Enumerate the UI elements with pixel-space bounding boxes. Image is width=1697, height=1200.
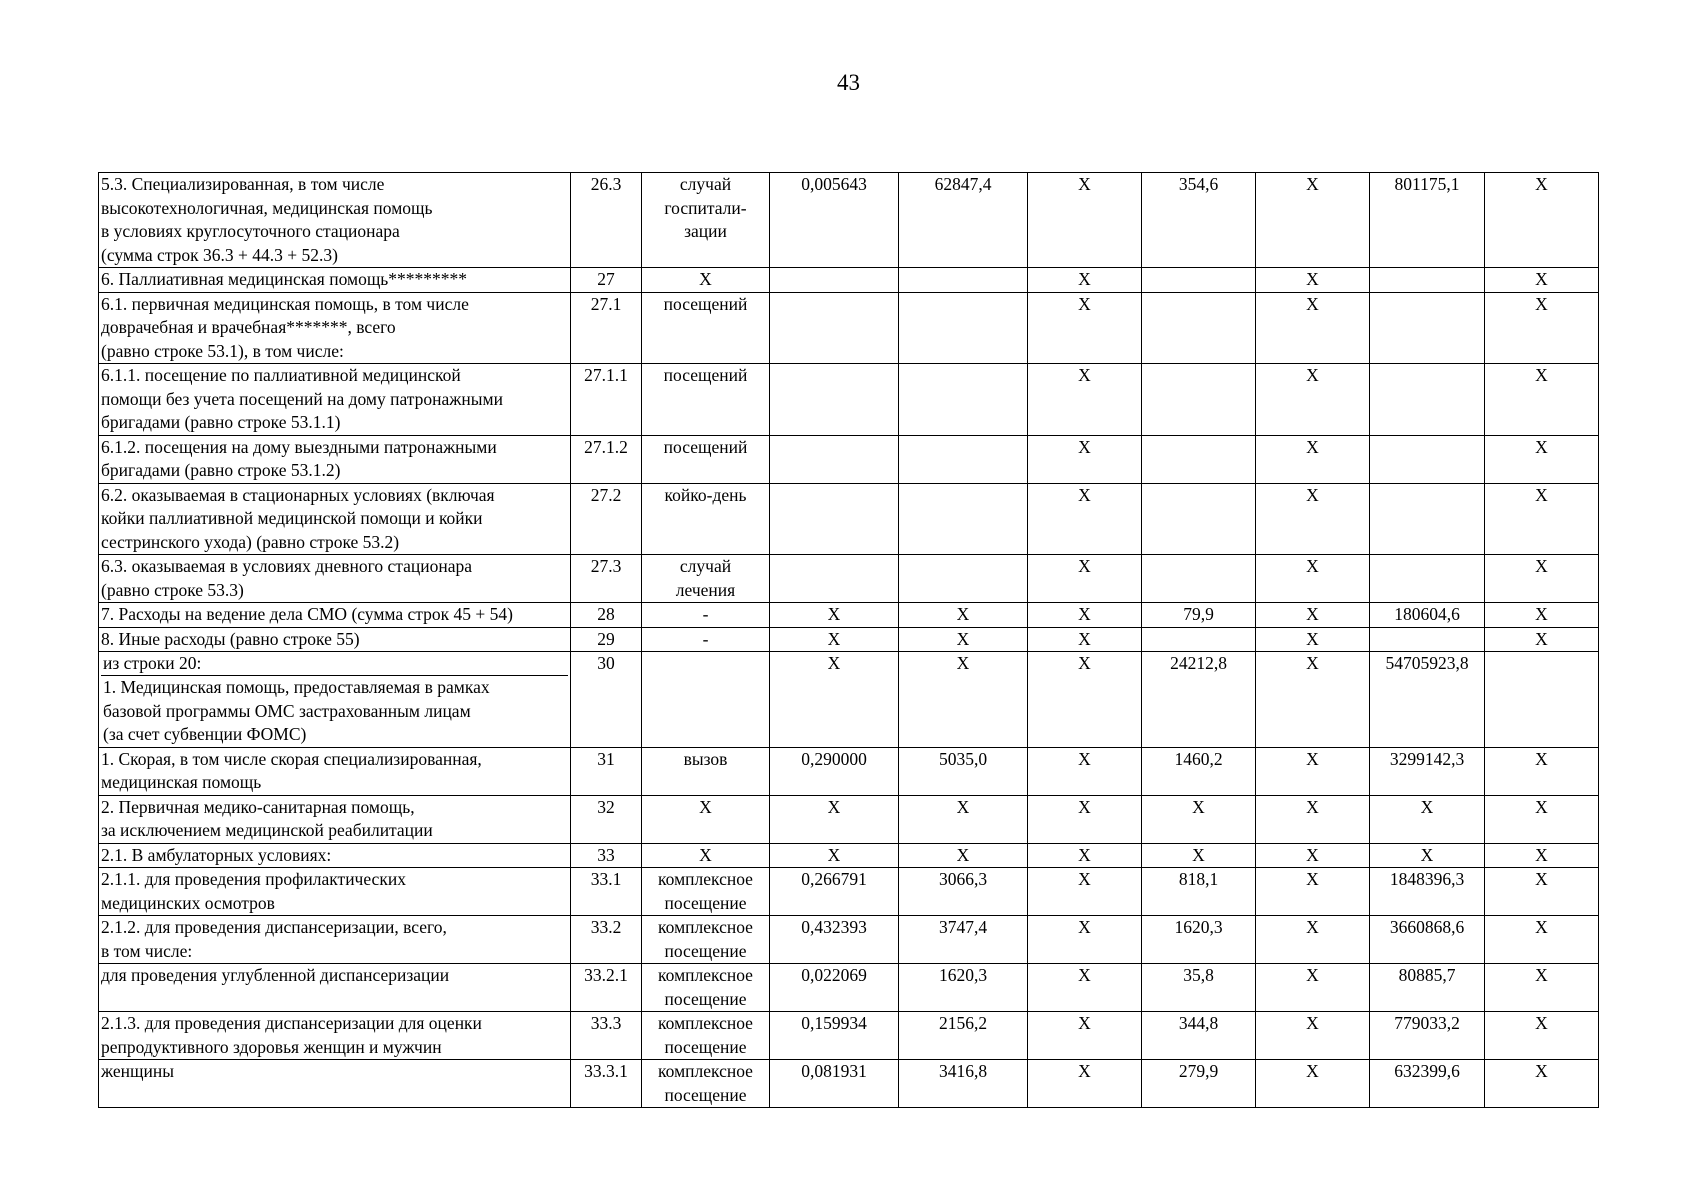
- value-cell: 24212,8: [1142, 652, 1256, 748]
- table-row: [99, 268, 1599, 293]
- row-number: 27.2: [571, 483, 642, 555]
- value-cell: Х: [1256, 364, 1370, 436]
- value-cell: [899, 268, 1028, 293]
- value-cell: 3416,8: [899, 1060, 1028, 1108]
- row-number: 33.3.1: [571, 1060, 642, 1108]
- row-number: 32: [571, 795, 642, 843]
- row-description: 2.1. В амбулаторных условиях:: [99, 843, 571, 868]
- row-number: 27.1.2: [571, 435, 642, 483]
- value-cell: 3066,3: [899, 868, 1028, 916]
- unit-cell: Х: [642, 268, 770, 293]
- value-cell: Х: [1485, 795, 1599, 843]
- value-cell: Х: [899, 843, 1028, 868]
- row-number: 31: [571, 747, 642, 795]
- unit-cell: посещений: [642, 292, 770, 364]
- row-description: 2. Первичная медико-санитарная помощь, за исключением медицинской реабилитации: [99, 795, 571, 843]
- value-cell: 3660868,6: [1370, 916, 1485, 964]
- unit-cell: случай госпитали- зации: [642, 173, 770, 268]
- row-description: 6.1. первичная медицинская помощь, в том числе доврачебная и врачебная*******, всего (равно строке 53.1), в том числе:: [99, 292, 571, 364]
- value-cell: [1370, 268, 1485, 293]
- value-cell: Х: [1028, 652, 1142, 748]
- value-cell: [1370, 292, 1485, 364]
- row-description: 8. Иные расходы (равно строке 55): [99, 627, 571, 652]
- value-cell: Х: [1028, 435, 1142, 483]
- value-cell: 3299142,3: [1370, 747, 1485, 795]
- unit-cell: Х: [642, 843, 770, 868]
- value-cell: Х: [1028, 916, 1142, 964]
- value-cell: Х: [770, 603, 899, 628]
- value-cell: 62847,4: [899, 173, 1028, 268]
- value-cell: Х: [1028, 747, 1142, 795]
- value-cell: Х: [1256, 747, 1370, 795]
- row-description: 6.1.2. посещения на дому выездными патронажными бригадами (равно строке 53.1.2): [99, 435, 571, 483]
- value-cell: 1620,3: [899, 964, 1028, 1012]
- value-cell: Х: [1485, 1012, 1599, 1060]
- value-cell: 779033,2: [1370, 1012, 1485, 1060]
- value-cell: Х: [1485, 747, 1599, 795]
- value-cell: 0,290000: [770, 747, 899, 795]
- value-cell: 1460,2: [1142, 747, 1256, 795]
- value-cell: Х: [1142, 795, 1256, 843]
- value-cell: Х: [899, 652, 1028, 748]
- table-row: [99, 652, 1599, 748]
- table-row: [99, 1012, 1599, 1060]
- value-cell: Х: [1485, 555, 1599, 603]
- value-cell: Х: [899, 795, 1028, 843]
- row-number: 33.3: [571, 1012, 642, 1060]
- unit-cell: Х: [642, 795, 770, 843]
- table-row: [99, 868, 1599, 916]
- table-row: [99, 964, 1599, 1012]
- value-cell: Х: [1485, 173, 1599, 268]
- value-cell: Х: [1028, 868, 1142, 916]
- table-row: [99, 747, 1599, 795]
- value-cell: Х: [1485, 843, 1599, 868]
- value-cell: Х: [1028, 603, 1142, 628]
- value-cell: Х: [899, 627, 1028, 652]
- value-cell: Х: [1256, 603, 1370, 628]
- value-cell: [899, 483, 1028, 555]
- table-row: [99, 483, 1599, 555]
- value-cell: Х: [1370, 795, 1485, 843]
- value-cell: Х: [1028, 268, 1142, 293]
- value-cell: 801175,1: [1370, 173, 1485, 268]
- value-cell: Х: [1028, 173, 1142, 268]
- value-cell: [1142, 268, 1256, 293]
- value-cell: [1485, 652, 1599, 748]
- value-cell: [1370, 483, 1485, 555]
- row-number: 27.3: [571, 555, 642, 603]
- value-cell: Х: [1485, 964, 1599, 1012]
- row-description: 6. Паллиативная медицинская помощь*********: [99, 268, 571, 293]
- value-cell: [1142, 627, 1256, 652]
- table-row: [99, 1060, 1599, 1108]
- value-cell: Х: [1028, 964, 1142, 1012]
- value-cell: Х: [1370, 843, 1485, 868]
- value-cell: [770, 268, 899, 293]
- value-cell: Х: [1028, 292, 1142, 364]
- value-cell: Х: [1485, 483, 1599, 555]
- value-cell: [1142, 364, 1256, 436]
- value-cell: Х: [1028, 795, 1142, 843]
- table-row: [99, 627, 1599, 652]
- value-cell: Х: [1028, 1060, 1142, 1108]
- unit-cell: койко-день: [642, 483, 770, 555]
- row-number: 33.2: [571, 916, 642, 964]
- value-cell: [770, 435, 899, 483]
- value-cell: 1620,3: [1142, 916, 1256, 964]
- value-cell: [1142, 435, 1256, 483]
- row-description: 2.1.3. для проведения диспансеризации для оценки репродуктивного здоровья женщин и мужчин: [99, 1012, 571, 1060]
- value-cell: Х: [1485, 435, 1599, 483]
- value-cell: 0,159934: [770, 1012, 899, 1060]
- value-cell: Х: [1485, 1060, 1599, 1108]
- row-number: 33.1: [571, 868, 642, 916]
- value-cell: 279,9: [1142, 1060, 1256, 1108]
- value-cell: 54705923,8: [1370, 652, 1485, 748]
- unit-cell: посещений: [642, 435, 770, 483]
- value-cell: Х: [1256, 652, 1370, 748]
- value-cell: 344,8: [1142, 1012, 1256, 1060]
- unit-cell: комплексное посещение: [642, 868, 770, 916]
- row-description-text: 1. Медицинская помощь, предоставляемая в рамках базовой программы ОМС застрахованным лицам (за счет субвенции ФОМС): [103, 677, 490, 744]
- row-number: 33: [571, 843, 642, 868]
- row-number: 27.1.1: [571, 364, 642, 436]
- value-cell: Х: [1256, 435, 1370, 483]
- value-cell: Х: [1256, 964, 1370, 1012]
- value-cell: Х: [1485, 868, 1599, 916]
- value-cell: Х: [1028, 364, 1142, 436]
- value-cell: [1370, 627, 1485, 652]
- unit-cell: [642, 652, 770, 748]
- value-cell: [899, 364, 1028, 436]
- row-description: 6.1.1. посещение по паллиативной медицинской помощи без учета посещений на дому патронажными бригадами (равно строке 53.1.1): [99, 364, 571, 436]
- row-number: 30: [571, 652, 642, 748]
- table-row: [99, 843, 1599, 868]
- value-cell: 79,9: [1142, 603, 1256, 628]
- page-number: 43: [837, 70, 860, 95]
- value-cell: Х: [1485, 268, 1599, 293]
- row-description: [99, 652, 571, 748]
- value-cell: Х: [1485, 603, 1599, 628]
- row-description: 2.1.2. для проведения диспансеризации, всего, в том числе:: [99, 916, 571, 964]
- value-cell: Х: [1028, 483, 1142, 555]
- table-row: [99, 603, 1599, 628]
- value-cell: [770, 483, 899, 555]
- value-cell: Х: [1256, 1060, 1370, 1108]
- row-description: 5.3. Специализированная, в том числе высокотехнологичная, медицинская помощь в условиях круглосуточного стационара (сумма строк 36.3 + 44.3 + 52.3): [99, 173, 571, 268]
- value-cell: Х: [1028, 627, 1142, 652]
- value-cell: [1142, 483, 1256, 555]
- row-number: 27.1: [571, 292, 642, 364]
- value-cell: Х: [1485, 364, 1599, 436]
- unit-cell: комплексное посещение: [642, 1012, 770, 1060]
- unit-cell: комплексное посещение: [642, 1060, 770, 1108]
- unit-cell: -: [642, 603, 770, 628]
- row-number: 27: [571, 268, 642, 293]
- value-cell: 35,8: [1142, 964, 1256, 1012]
- table-row: [99, 292, 1599, 364]
- unit-cell: случай лечения: [642, 555, 770, 603]
- value-cell: 5035,0: [899, 747, 1028, 795]
- unit-cell: комплексное посещение: [642, 964, 770, 1012]
- value-cell: Х: [770, 652, 899, 748]
- value-cell: Х: [1485, 292, 1599, 364]
- unit-cell: комплексное посещение: [642, 916, 770, 964]
- value-cell: 0,022069: [770, 964, 899, 1012]
- value-cell: [770, 292, 899, 364]
- value-cell: 3747,4: [899, 916, 1028, 964]
- table-row: [99, 435, 1599, 483]
- row-description: 7. Расходы на ведение дела СМО (сумма строк 45 + 54): [99, 603, 571, 628]
- value-cell: 2156,2: [899, 1012, 1028, 1060]
- table-row: [99, 173, 1599, 268]
- value-cell: 354,6: [1142, 173, 1256, 268]
- value-cell: [1142, 555, 1256, 603]
- value-cell: Х: [1256, 173, 1370, 268]
- value-cell: Х: [1256, 483, 1370, 555]
- row-description: 6.2. оказываемая в стационарных условиях (включая койки паллиативной медицинской помощи и койки сестринского ухода) (равно строке 53.2): [99, 483, 571, 555]
- value-cell: [899, 292, 1028, 364]
- value-cell: [1370, 435, 1485, 483]
- value-cell: Х: [1256, 268, 1370, 293]
- value-cell: 180604,6: [1370, 603, 1485, 628]
- row-number: 29: [571, 627, 642, 652]
- value-cell: [1370, 364, 1485, 436]
- value-cell: Х: [1256, 916, 1370, 964]
- row-description: 2.1.1. для проведения профилактических медицинских осмотров: [99, 868, 571, 916]
- value-cell: [770, 555, 899, 603]
- value-cell: Х: [1256, 795, 1370, 843]
- value-cell: [899, 435, 1028, 483]
- value-cell: Х: [1485, 627, 1599, 652]
- row-description: 1. Скорая, в том числе скорая специализированная, медицинская помощь: [99, 747, 571, 795]
- value-cell: 0,005643: [770, 173, 899, 268]
- data-table: [98, 172, 1599, 1108]
- value-cell: Х: [899, 603, 1028, 628]
- value-cell: Х: [1256, 627, 1370, 652]
- value-cell: [1370, 555, 1485, 603]
- row-description: женщины: [99, 1060, 571, 1108]
- value-cell: Х: [1028, 843, 1142, 868]
- value-cell: Х: [1256, 843, 1370, 868]
- value-cell: 0,081931: [770, 1060, 899, 1108]
- value-cell: 0,266791: [770, 868, 899, 916]
- value-cell: 632399,6: [1370, 1060, 1485, 1108]
- value-cell: 80885,7: [1370, 964, 1485, 1012]
- row-number: 26.3: [571, 173, 642, 268]
- value-cell: Х: [770, 795, 899, 843]
- table-row: [99, 555, 1599, 603]
- value-cell: Х: [1256, 555, 1370, 603]
- value-cell: Х: [1485, 916, 1599, 964]
- value-cell: 0,432393: [770, 916, 899, 964]
- value-cell: 1848396,3: [1370, 868, 1485, 916]
- value-cell: Х: [1028, 1012, 1142, 1060]
- value-cell: [1142, 292, 1256, 364]
- unit-cell: посещений: [642, 364, 770, 436]
- row-number: 33.2.1: [571, 964, 642, 1012]
- unit-cell: -: [642, 627, 770, 652]
- row-number: 28: [571, 603, 642, 628]
- unit-cell: вызов: [642, 747, 770, 795]
- value-cell: [899, 555, 1028, 603]
- value-cell: Х: [1256, 868, 1370, 916]
- value-cell: [770, 364, 899, 436]
- table-row: [99, 795, 1599, 843]
- value-cell: Х: [1028, 555, 1142, 603]
- table-row: [99, 364, 1599, 436]
- table-row: [99, 916, 1599, 964]
- row-description: для проведения углубленной диспансеризации: [99, 964, 571, 1012]
- value-cell: Х: [1256, 1012, 1370, 1060]
- value-cell: Х: [770, 627, 899, 652]
- row-description-heading: из строки 20:: [101, 652, 568, 676]
- row-description: 6.3. оказываемая в условиях дневного стационара (равно строке 53.3): [99, 555, 571, 603]
- value-cell: Х: [770, 843, 899, 868]
- value-cell: Х: [1256, 292, 1370, 364]
- value-cell: 818,1: [1142, 868, 1256, 916]
- value-cell: Х: [1142, 843, 1256, 868]
